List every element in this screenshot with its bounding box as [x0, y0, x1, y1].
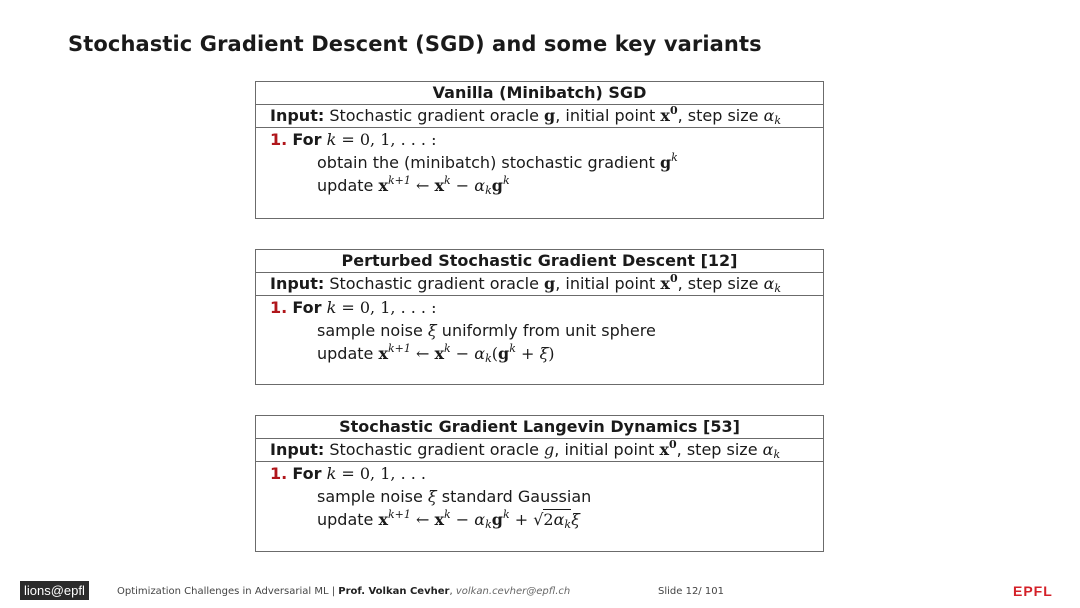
- slide-footer: [0, 580, 1080, 604]
- step-text: sample noise: [317, 321, 428, 340]
- step-text: obtain the (minibatch) stochastic gradient: [317, 153, 660, 172]
- step-text: sample noise: [317, 487, 428, 506]
- input-text: Stochastic gradient oracle: [324, 106, 545, 125]
- update-text: update: [317, 176, 379, 195]
- algorithm-box-vanilla-sgd: [255, 81, 824, 219]
- oracle-symbol: g: [544, 106, 556, 125]
- for-line: 1. For k = 0, 1, . . . :: [270, 298, 437, 317]
- input-label: Input:: [270, 106, 325, 125]
- loop-range: k: [326, 464, 337, 483]
- oracle-symbol: g: [544, 274, 556, 293]
- step-line: [270, 485, 823, 508]
- step-number: 1.: [270, 130, 288, 149]
- loop-range: k: [326, 130, 337, 149]
- initial-point-symbol: $x^0$: [660, 272, 678, 293]
- for-keyword: For: [292, 298, 322, 317]
- input-label: Input:: [270, 274, 325, 293]
- algorithm-input: [256, 105, 823, 128]
- initial-point-text: , initial point: [555, 106, 661, 125]
- step-size-symbol: $\alpha_k$: [762, 440, 781, 461]
- step-number: 1.: [270, 464, 288, 483]
- input-text: Stochastic gradient oracle: [324, 440, 545, 459]
- step-size-text: , step size: [677, 106, 764, 125]
- slide-number: Slide 12/ 101: [658, 586, 724, 597]
- algorithm-input: [256, 439, 823, 462]
- algorithm-body: [256, 296, 823, 365]
- course-name: Optimization Challenges in Adversarial ML |: [117, 586, 339, 597]
- for-line: 1. For k = 0, 1, . . . :: [270, 130, 437, 149]
- algorithm-body: [256, 462, 823, 531]
- epfl-logo: EPFL: [1013, 583, 1053, 599]
- gradient-symbol: $g^k$: [659, 151, 678, 172]
- lions-logo: lions@epfl: [20, 581, 89, 600]
- algorithm-box-sgld: [255, 415, 824, 552]
- step-size-symbol: $\alpha_k$: [763, 106, 782, 127]
- step-line: [270, 151, 823, 174]
- noise-symbol: ξ: [427, 487, 437, 506]
- step-size-text: , step size: [677, 274, 764, 293]
- noise-symbol: ξ: [427, 321, 437, 340]
- update-line: update $x^{k+1}$ ← $x^k - \alpha_kg^k$: [317, 174, 510, 197]
- author-email: volkan.cevher@epfl.ch: [455, 586, 571, 597]
- for-keyword: For: [292, 464, 322, 483]
- step-text-cont: standard Gaussian: [436, 487, 592, 506]
- input-text: Stochastic gradient oracle: [324, 274, 545, 293]
- initial-point-text: , initial point: [555, 274, 661, 293]
- step-number: 1.: [270, 298, 288, 317]
- input-label: Input:: [270, 440, 325, 459]
- update-text: update: [317, 510, 379, 529]
- algorithm-heading: Vanilla (Minibatch) SGD: [256, 82, 823, 105]
- step-text-cont: uniformly from unit sphere: [436, 321, 656, 340]
- algorithm-body: [256, 128, 823, 197]
- update-line: update $x^{k+1}$ ← $x^k - \alpha_k(g^k + \xi)$: [317, 342, 555, 365]
- loop-range: k: [326, 298, 337, 317]
- slide-title: Stochastic Gradient Descent (SGD) and some key variants: [68, 32, 762, 56]
- initial-point-symbol: $x^0$: [659, 438, 677, 459]
- author-name: Prof. Volkan Cevher: [338, 586, 450, 597]
- oracle-symbol: g: [544, 440, 555, 459]
- step-line: [270, 319, 823, 342]
- step-size-symbol: $\alpha_k$: [763, 274, 782, 295]
- for-keyword: For: [292, 130, 322, 149]
- update-text: update: [317, 344, 379, 363]
- initial-point-text: , initial point: [554, 440, 660, 459]
- update-line: update $x^{k+1}$ ← $x^k - \alpha_kg^k + √2\alpha_k\xi$: [317, 508, 580, 531]
- initial-point-symbol: $x^0$: [660, 104, 678, 125]
- algorithm-heading: Stochastic Gradient Langevin Dynamics [53]: [256, 416, 823, 439]
- algorithm-box-perturbed-sgd: [255, 249, 824, 385]
- for-line: 1. For k = 0, 1, . . .: [270, 464, 426, 483]
- algorithm-input: [256, 273, 823, 296]
- footer-text: Optimization Challenges in Adversarial ML | Prof. Volkan Cevher, volkan.cevher@epfl.ch: [117, 586, 571, 597]
- algorithm-heading: Perturbed Stochastic Gradient Descent [12]: [256, 250, 823, 273]
- step-size-text: , step size: [676, 440, 763, 459]
